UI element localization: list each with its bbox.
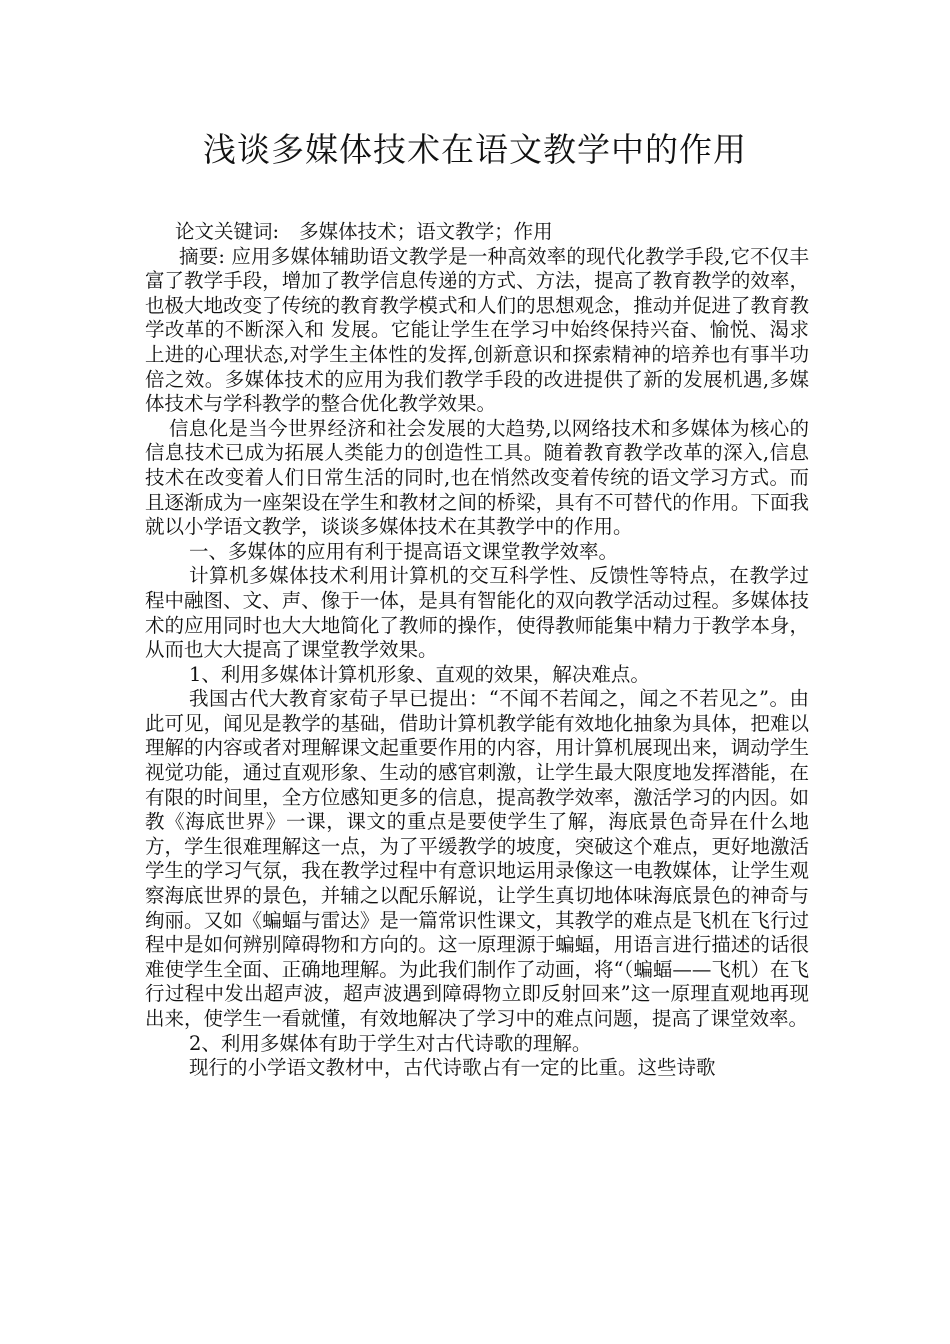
keywords-value: 多媒体技术；语文教学；作用 bbox=[299, 220, 553, 243]
body-paragraph: 计算机多媒体技术利用计算机的交互科学性、反馈性等特点，在教学过程中融图、文、声、像于一体，是具有智能化的双向教学活动过程。多媒体技术的应用同时也大大地简化了教师的操作，使得教师能集中精力于教学本身，从而也大大提高了课堂教学效果。 bbox=[145, 564, 809, 662]
document-title: 浅谈多媒体技术在语文教学中的作用 bbox=[203, 130, 747, 169]
intro-paragraph: 信息化是当今世界经济和社会发展的大趋势,以网络技术和多媒体为核心的信息技术已成为拓展人类能力的创造性工具。随着教育教学改革的深入,信息技术在改变着人们日常生活的同时,也在悄然改变着传统的语文学习方式。而且逐渐成为一座架设在学生和教材之间的桥梁，具有不可替代的作用。下面我就以小学语文教学，谈谈多媒体技术在其教学中的作用。 bbox=[145, 416, 809, 539]
keywords-label: 论文关键词: bbox=[175, 220, 280, 243]
section-heading-1: 一、多媒体的应用有利于提高语文课堂教学效率。 bbox=[189, 539, 619, 563]
abstract-paragraph: 摘要: 应用多媒体辅助语文教学是一种高效率的现代化教学手段,它不仅丰富了教学手段，增加了教学信息传递的方式、方法，提高了教育教学的效率，也极大地改变了传统的教育教学模式和人们的思想观念，推动并促进了教育教学改革的不断深入和 发展。它能让学生在学习中始终保持兴奋、愉悦、渴求上进的心理状态,对学生主体性的发挥,创新意识和探索精神的培养也有事半功倍之效。多媒体技术的应用为我们教学手段的改进提供了新的发展机遇,多媒体技术与学科教学的整合优化教学效果。 bbox=[145, 244, 809, 416]
keywords-line bbox=[145, 220, 809, 245]
document-body bbox=[145, 220, 809, 1081]
subsection-heading-2: 2、利用多媒体有助于学生对古代诗歌的理解。 bbox=[189, 1031, 592, 1055]
subsection-heading-1: 1、利用多媒体计算机形象、直观的效果，解决难点。 bbox=[189, 662, 650, 686]
body-paragraph: 现行的小学语文教材中，古代诗歌占有一定的比重。这些诗歌 bbox=[189, 1056, 716, 1080]
body-paragraph: 我国古代大教育家荀子早已提出：“不闻不若闻之，闻之不若见之”。由此可见，闻见是教学的基础，借助计算机教学能有效地化抽象为具体，把难以理解的内容或者对理解课文起重要作用的内容，用计算机展现出来，调动学生视觉功能，通过直观形象、生动的感官刺激，让学生最大限度地发挥潜能，在有限的时间里，全方位感知更多的信息，提高教学效率，激活学习的内因。如教《海底世界》一课，课文的重点是要使学生了解，海底景色奇异在什么地方，学生很难理解这一点，为了平缓教学的坡度，突破这个难点，更好地激活学生的学习气氛，我在教学过程中有意识地运用录像这一电教媒体，让学生观察海底世界的景色，并辅之以配乐解说，让学生真切地体味海底景色的神奇与绚丽。又如《蝙蝠与雷达》是一篇常识性课文，其教学的难点是飞机在飞行过程中是如何辨别障碍物和方向的。这一原理源于蝙蝠，用语言进行描述的话很难使学生全面、正确地理解。为此我们制作了动画，将“（蝙蝠——飞机）在飞行过程中发出超声波，超声波遇到障碍物立即反射回来”这一原理直观地再现出来，使学生一看就懂，有效地解决了学习中的难点问题，提高了课堂效率。 bbox=[145, 687, 809, 1030]
